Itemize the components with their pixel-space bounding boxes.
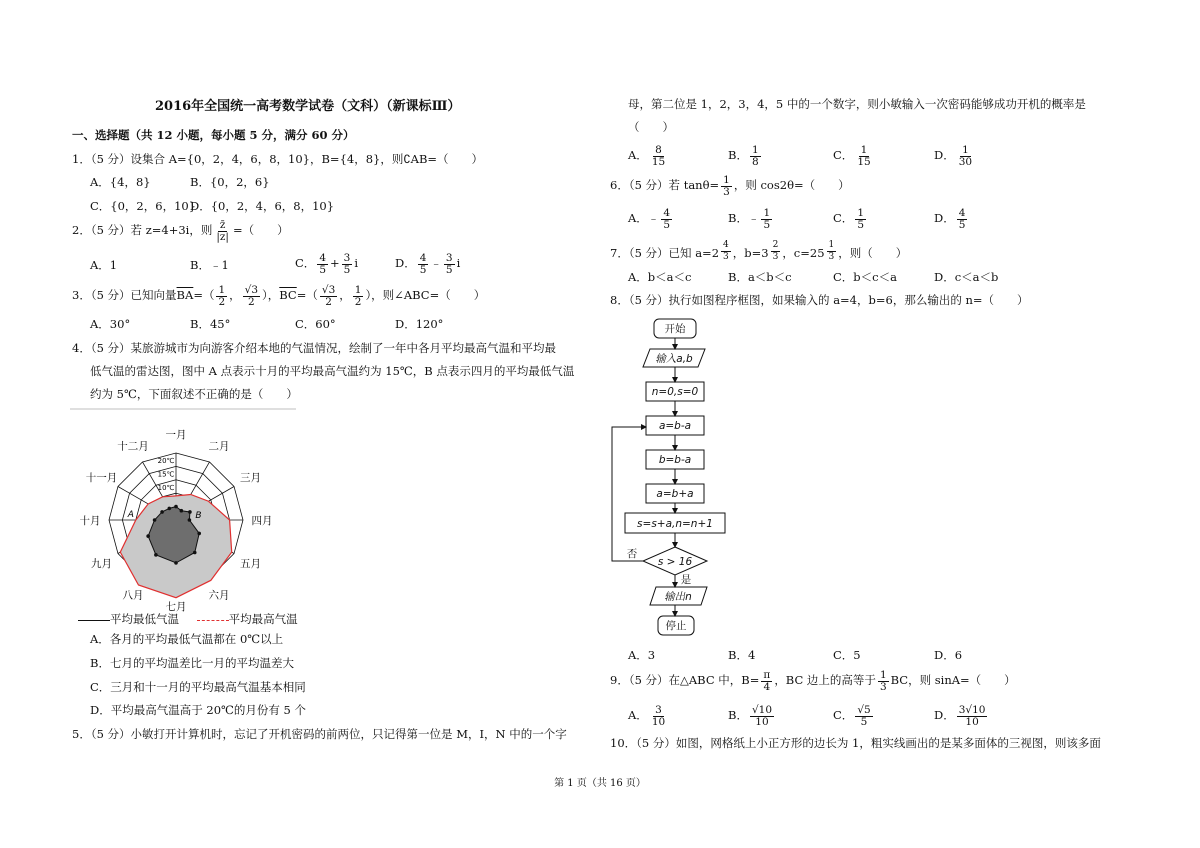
q5-option-d — [934, 142, 976, 168]
flowchart — [600, 315, 750, 640]
month-label: 一月 — [165, 429, 187, 441]
question-4-line-2: 低气温的雷达图，图中 A 点表示十月的平均最高气温约为 15℃，B 点表示四月的平均最低气温 — [90, 364, 575, 378]
frac-num: √3 — [244, 283, 259, 296]
q4-option-a: A．各月的平均最低气温都在 0℃以上 — [90, 632, 284, 646]
flow-yes-label: 是 — [680, 574, 692, 586]
legend-high-label: 平均最高气温 — [228, 612, 298, 626]
frac-den: 8 — [751, 155, 759, 168]
q6c-frac — [855, 208, 866, 231]
ring-label: 15℃ — [157, 470, 175, 479]
month-label: 七月 — [165, 601, 187, 613]
q6-pre: 6．（5 分）若 tanθ= — [610, 178, 720, 192]
frac-den: 5 — [860, 715, 868, 728]
q6a-frac — [661, 208, 672, 231]
flow-no-label: 否 — [626, 548, 638, 560]
q3-ba-frac-1 — [216, 285, 227, 308]
frac-num: 8 — [655, 143, 662, 156]
frac-den: 5 — [857, 218, 864, 231]
q4-option-c: C．三月和十一月的平均最高气温基本相同 — [90, 680, 306, 694]
frac-den: 5 — [763, 218, 771, 231]
question-5-line-1: 5．（5 分）小敏打开计算机时，忘记了开机密码的前两位，只记得第一位是 M，I，N 中的一个字 — [72, 727, 567, 741]
low-temp-point — [160, 510, 164, 514]
q6-post: ，则 cos2θ=（ ） — [733, 178, 850, 192]
q7-option-a: A．b＜a＜c — [628, 270, 692, 284]
opt-label: B． — [728, 148, 748, 162]
q6-option-a — [628, 205, 674, 231]
q2-fraction — [214, 220, 231, 243]
q8-option-a: A．3 — [628, 648, 656, 662]
frac-den: 5 — [445, 263, 453, 276]
month-label: 十二月 — [117, 440, 149, 453]
month-label: 十一月 — [85, 472, 118, 484]
q7-b-base: 3 — [761, 246, 769, 260]
q1-option-b: B．{0，2，6} — [190, 175, 270, 189]
flow-step-2-text: b=b-a — [658, 454, 692, 466]
frac-num: 3√10 — [958, 703, 986, 716]
q7-option-b: B．a＜b＜c — [728, 270, 792, 284]
q2d-label: D． — [395, 256, 416, 270]
q1-option-c: C．{0，2，6，10} — [90, 199, 197, 213]
frac-num: 4 — [663, 206, 670, 219]
question-4-line-3: 约为 5℃，下面叙述不正确的是（ ） — [90, 387, 298, 401]
q9a-frac — [650, 705, 667, 728]
q2d-frac-1 — [418, 253, 429, 276]
low-temp-point — [193, 551, 197, 555]
q5a-frac — [650, 145, 667, 168]
q9-mid: ，BC 边上的高等于 — [774, 673, 876, 687]
frac-num: 1 — [751, 143, 759, 156]
q9-option-c — [833, 702, 875, 728]
q3-comma: ， — [229, 288, 241, 302]
q3-bc-frac-1 — [320, 285, 337, 308]
q5b-frac — [750, 145, 761, 168]
legend-low-label: 平均最低气温 — [110, 612, 179, 626]
q1-option-d: D．{0，2，4，6，8，10} — [190, 199, 335, 213]
q2c-frac-2 — [342, 253, 353, 276]
low-temp-point — [188, 510, 192, 514]
q7-b-label: ，b= — [732, 246, 762, 260]
opt-label: D． — [934, 708, 955, 722]
opt-label: A． — [628, 148, 648, 162]
frac-den: 2 — [325, 295, 332, 308]
opt-label: C． — [833, 211, 854, 225]
q7-post: ，则（ ） — [838, 246, 908, 260]
opt-label: D． — [934, 211, 955, 225]
q2-num: z̄ — [219, 218, 226, 231]
q2-option-a: A．1 — [90, 258, 118, 272]
month-label: 八月 — [122, 589, 144, 602]
q9-pre: 9．（5 分）在△ABC 中，B= — [610, 673, 760, 687]
frac-den: 5 — [958, 218, 966, 231]
q3-option-b: B．45° — [190, 317, 231, 331]
vector-bc: $\overline{BC}$ — [279, 288, 297, 302]
q3-post: ），则∠ABC=（ ） — [365, 288, 486, 302]
question-5-line-2: 母，第二位是 1，2，3，4，5 中的一个数字，则小敏输入一次密码能够成功开机的概率是 — [628, 97, 1086, 111]
vector-ba: $\overline{BA}$ — [176, 288, 194, 302]
frac-den: 10 — [755, 715, 769, 728]
frac-num: 4 — [958, 206, 966, 219]
page-footer: 第 1 页（共 16 页） — [554, 778, 646, 789]
frac-den: 5 — [419, 263, 427, 276]
flow-input-text: 输入a,b — [655, 353, 693, 365]
frac-den: 30 — [958, 155, 973, 168]
opt-label: C． — [833, 148, 854, 162]
q5-option-b — [728, 142, 763, 168]
flow-start-text: 开始 — [664, 323, 686, 335]
q2-post: =（ ） — [232, 223, 289, 237]
frac-den: 10 — [965, 715, 979, 728]
frac-num: 1 — [763, 206, 771, 219]
q5c-frac — [855, 145, 872, 168]
opt-label: B．﹣ — [728, 211, 760, 225]
frac-den: 2 — [354, 295, 362, 308]
point-b-label: B — [195, 511, 202, 521]
q3-ba-frac-2 — [243, 285, 260, 308]
q4-option-b: B．七月的平均温差比一月的平均温差大 — [90, 656, 294, 670]
q2c-frac-1 — [317, 253, 328, 276]
frac-den: 2 — [247, 295, 255, 308]
q5d-frac — [957, 145, 974, 168]
frac-den: 15 — [857, 155, 871, 168]
month-label: 四月 — [251, 515, 273, 527]
frac-num: 1 — [962, 143, 969, 156]
q6-option-d — [934, 205, 969, 231]
question-8-stem: 8．（5 分）执行如图程序框图，如果输入的 a=4，b=6，那么输出的 n=（ ） — [610, 293, 1029, 307]
low-temp-point — [188, 518, 192, 522]
q3-bc-frac-2 — [353, 285, 364, 308]
q7-c-base: 25 — [809, 246, 825, 260]
opt-label: B． — [728, 708, 748, 722]
low-temp-point — [146, 534, 150, 538]
q2c-label: C． — [295, 256, 316, 270]
opt-label: D． — [934, 148, 955, 162]
low-temp-point — [174, 505, 178, 509]
frac-num: 3 — [343, 251, 351, 264]
frac-num: 3 — [655, 703, 662, 716]
frac-den: 15 — [651, 155, 666, 168]
opt-label: A． — [628, 708, 648, 722]
q3-close: ）， — [262, 288, 280, 302]
frac-num: 3 — [445, 251, 453, 264]
q8-option-c: C．5 — [833, 648, 861, 662]
q7-option-c: C．b＜c＜a — [833, 270, 897, 284]
q3-pre: 3．（5 分）已知向量 — [72, 288, 177, 302]
q3-comma-2: ， — [339, 288, 351, 302]
q2d-op: ﹣ — [430, 256, 442, 270]
question-5-line-3: （ ） — [628, 120, 674, 134]
frac-num: 4 — [319, 251, 326, 264]
question-4-line-1: 4．（5 分）某旅游城市为向游客介绍本地的气温情况，绘制了一年中各月平均最高气温和平均最 — [72, 341, 557, 355]
flow-step-4-text: s=s+a,n=n+1 — [637, 518, 713, 530]
q8-option-d: D．6 — [934, 648, 963, 662]
q2-option-d — [395, 250, 460, 276]
q9c-frac — [855, 705, 872, 728]
frac-num: √3 — [321, 283, 336, 296]
q2-option-c — [295, 250, 358, 276]
frac-num: 4 — [419, 251, 427, 264]
low-temp-point — [154, 553, 158, 557]
page-title: 2016年全国统一高考数学试卷（文科）（新课标Ⅲ） — [155, 99, 461, 114]
question-2-stem — [72, 218, 289, 243]
frac-num: π — [763, 668, 771, 681]
frac-num: 1 — [354, 283, 362, 296]
q3-option-d: D．120° — [395, 317, 444, 331]
frac-den: 10 — [651, 715, 666, 728]
q9-frac-b — [761, 670, 772, 693]
point-a-label: A — [127, 510, 134, 520]
q2-den: |z| — [216, 230, 229, 243]
q6d-frac — [957, 208, 968, 231]
low-temp-point — [174, 561, 178, 565]
ring-label: 20℃ — [157, 457, 175, 465]
low-temp-point — [168, 507, 172, 511]
month-label: 三月 — [239, 472, 261, 484]
frac-num: 1 — [828, 240, 835, 250]
q9-option-d — [934, 702, 989, 728]
opt-label: A．﹣ — [628, 211, 660, 225]
frac-den: 5 — [343, 263, 351, 276]
q2c-op: + — [330, 256, 340, 270]
question-6-stem — [610, 172, 850, 198]
question-1-stem: 1．（5 分）设集合 A={0，2，4，6，8，10}，B={4，8}，则∁AB=（ ） — [72, 152, 484, 166]
q9-frac-h — [878, 670, 889, 693]
low-temp-point — [197, 532, 201, 536]
frac-den: 2 — [218, 295, 226, 308]
flow-init-text: n=0,s=0 — [651, 386, 699, 398]
ring-label: 10℃ — [157, 483, 175, 492]
frac-num: √5 — [857, 703, 871, 716]
q7-b-exp — [771, 240, 781, 263]
flow-cond-text: s > 16 — [657, 556, 693, 568]
low-temp-point — [153, 518, 157, 522]
q3-eq: =（ — [193, 288, 215, 302]
flow-stop-text: 停止 — [665, 620, 687, 632]
q7-a-exp — [721, 240, 731, 263]
q9d-frac — [957, 705, 988, 728]
q3-eq-2: =（ — [296, 288, 318, 302]
q7-option-d: D．c＜a＜b — [934, 270, 999, 284]
question-10-line-1: 10．（5 分）如图，网格纸上小正方形的边长为 1，粗实线画出的是某多面体的三视图，则该多面 — [610, 736, 1101, 750]
frac-num: 2 — [772, 240, 779, 250]
q6-option-c — [833, 205, 868, 231]
question-7-stem — [610, 240, 907, 266]
frac-num: 4 — [723, 240, 729, 250]
q2-pre: 2．（5 分）若 z=4+3i，则 — [72, 223, 213, 237]
question-9-stem — [610, 667, 1016, 693]
low-temp-point — [180, 509, 184, 513]
month-label: 六月 — [208, 589, 230, 602]
question-3-stem — [72, 281, 485, 309]
q3-option-c: C．60° — [295, 317, 336, 331]
frac-den: 3 — [723, 185, 730, 198]
frac-den: 3 — [723, 252, 729, 262]
month-label: 二月 — [208, 440, 230, 453]
month-label: 九月 — [91, 558, 113, 570]
q7-c-exp — [827, 240, 837, 263]
frac-den: 5 — [663, 218, 670, 231]
radar-chart — [70, 406, 300, 632]
q1-option-a: A．{4，8} — [90, 175, 151, 189]
frac-num: 1 — [857, 206, 864, 219]
q2-option-b: B．﹣1 — [190, 258, 229, 272]
q6b-frac — [761, 208, 772, 231]
q2c-i: i — [354, 256, 359, 270]
q7-a-base: 2 — [711, 246, 720, 260]
legend-low-line — [78, 620, 110, 621]
frac-den: 3 — [772, 252, 779, 262]
legend-high-line — [197, 620, 229, 621]
q7-c-label: ，c= — [782, 246, 810, 260]
flow-step-1-text: a=b-a — [658, 420, 692, 432]
q9-option-a — [628, 702, 669, 728]
frac-num: 1 — [723, 173, 730, 186]
radar-legend — [78, 612, 298, 626]
frac-den: 3 — [879, 680, 887, 693]
section-heading: 一、选择题（共 12 小题，每小题 5 分，满分 60 分） — [72, 128, 355, 142]
frac-num: 1 — [860, 143, 868, 156]
q5-option-c — [833, 142, 875, 168]
q7-pre: 7．（5 分）已知 a= — [610, 246, 712, 260]
frac-den: 4 — [763, 680, 771, 693]
q9-post: BC，则 sinA=（ ） — [890, 673, 1016, 687]
month-label: 五月 — [239, 558, 261, 570]
opt-label: C． — [833, 708, 854, 722]
q9b-frac — [750, 705, 774, 728]
frac-num: 1 — [218, 283, 226, 296]
frac-num: 1 — [879, 668, 887, 681]
q9-option-b — [728, 702, 776, 728]
q3-option-a: A．30° — [90, 317, 131, 331]
q2d-frac-2 — [444, 253, 455, 276]
q4-option-d: D．平均最高气温高于 20℃的月份有 5 个 — [90, 703, 306, 717]
frac-den: 3 — [828, 252, 835, 262]
q2d-i: i — [456, 256, 461, 270]
q6-frac — [721, 175, 732, 198]
q8-option-b: B．4 — [728, 648, 756, 662]
frac-den: 5 — [319, 263, 326, 276]
q5-option-a — [628, 142, 669, 168]
frac-num: √10 — [751, 703, 773, 716]
flow-output-text: 输出n — [664, 591, 692, 603]
flow-step-3-text: a=b+a — [656, 488, 694, 500]
month-label: 十月 — [79, 515, 101, 527]
q6-option-b — [728, 205, 774, 231]
loop-back-arrow — [612, 427, 646, 561]
